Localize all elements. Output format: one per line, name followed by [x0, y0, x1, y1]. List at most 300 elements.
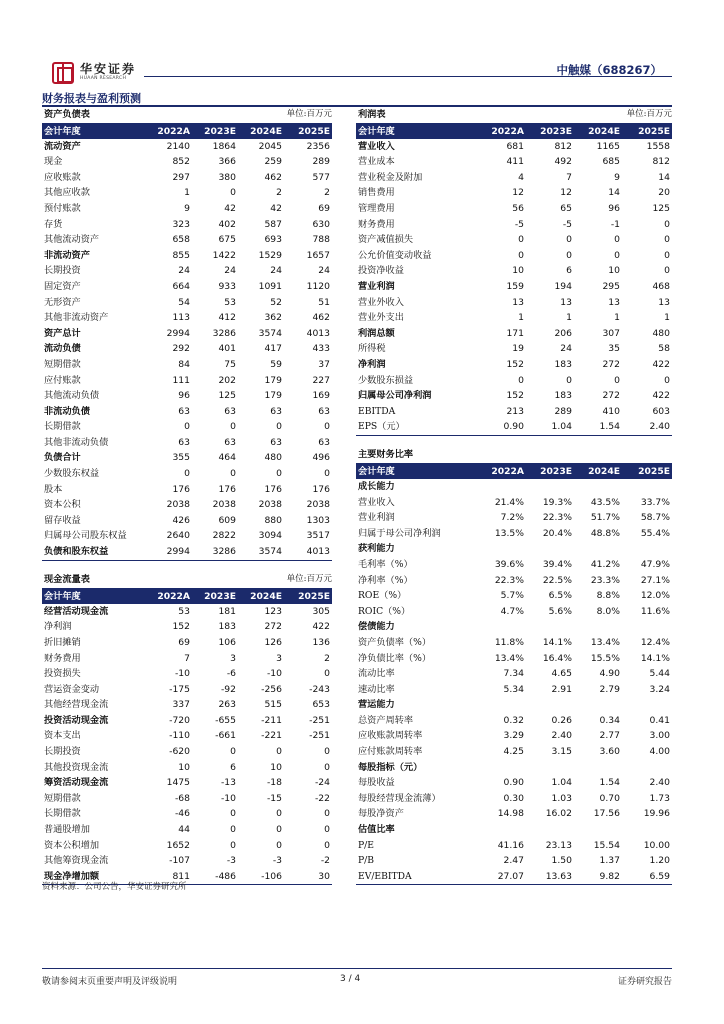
ratios-row [356, 573, 672, 589]
balance-sheet-cell: 496 [312, 452, 330, 464]
cash-flow-cell: -22 [314, 792, 330, 804]
income-statement-cell: 0 [566, 249, 572, 261]
cash-flow-cell: -251 [309, 714, 330, 726]
ratios-cell: 4.00 [649, 746, 670, 758]
ratios-row-label: 速动比率 [358, 683, 395, 695]
cash-flow-cell: -3 [272, 855, 282, 867]
cash-flow-row [42, 604, 332, 620]
ratios-column-header: 2024E [574, 463, 622, 479]
ratios-cell [526, 541, 574, 557]
income-statement-cell: -1 [610, 218, 620, 230]
balance-sheet-cell: 664 [172, 280, 190, 292]
balance-sheet-cell: 0 [230, 421, 236, 433]
income-statement-cell: 14 [658, 171, 670, 183]
income-statement-cell: 1 [566, 312, 572, 324]
ratios-cell: 55.4% [640, 527, 670, 539]
income-statement-row-label: 营业外支出 [358, 312, 404, 324]
cash-flow-cell: 0 [324, 746, 330, 758]
cash-flow-cell: -655 [215, 714, 236, 726]
income-statement-row [356, 419, 672, 435]
cash-flow-cell: 10 [270, 761, 282, 773]
balance-sheet-row-label: 其他非流动负债 [44, 436, 109, 448]
page-header [36, 56, 672, 86]
income-statement-cell: 213 [506, 405, 524, 417]
income-statement-cell: 35 [608, 343, 620, 355]
income-statement-cell: 194 [554, 280, 572, 292]
balance-sheet-cell: 577 [312, 171, 330, 183]
cash-flow-cell: 422 [312, 621, 330, 633]
cash-flow-cell: -3 [226, 855, 236, 867]
cash-flow-cell: -251 [309, 730, 330, 742]
income-statement-cell: 20 [658, 187, 670, 199]
balance-sheet-row-label: 资本公积 [44, 499, 81, 511]
cash-flow-cell: 0 [230, 746, 236, 758]
balance-sheet-row-label: 非流动负债 [44, 405, 90, 417]
ratios-cell [622, 760, 672, 776]
ratios-cell: 19.3% [542, 496, 572, 508]
balance-sheet-cell: 933 [218, 280, 236, 292]
cash-flow-cell: 106 [218, 636, 236, 648]
balance-sheet-cell: 0 [324, 421, 330, 433]
balance-sheet-header-row [42, 123, 332, 139]
income-statement-row-label: 公允价值变动收益 [358, 249, 432, 261]
income-statement-row [356, 295, 672, 311]
ratios-row-label: 净利率（%） [358, 574, 413, 586]
income-statement-cell: 183 [554, 390, 572, 402]
balance-sheet-cell: 176 [312, 483, 330, 495]
balance-sheet-cell: 362 [264, 312, 282, 324]
ratios-cell: 2.91 [551, 683, 572, 695]
cash-flow-cell: -256 [261, 683, 282, 695]
income-statement-row-label: 所得税 [358, 343, 386, 355]
cash-flow-row-label: 筹资活动现金流 [44, 777, 109, 789]
ratios-cell: 14.98 [497, 808, 524, 820]
balance-sheet-row-label: 资产总计 [44, 327, 81, 339]
cash-flow-cell: 0 [230, 824, 236, 836]
cash-flow-cell: -106 [238, 869, 284, 885]
balance-sheet-row-label: 非流动资产 [44, 249, 90, 261]
income-statement-cell: 307 [602, 327, 620, 339]
income-statement-cell: 1558 [646, 140, 670, 152]
income-statement-row-label: 营业收入 [358, 140, 395, 152]
balance-sheet-cell: 2 [276, 187, 282, 199]
balance-sheet-cell: 75 [224, 358, 236, 370]
balance-sheet-row [42, 170, 332, 186]
income-statement-cell: 0 [518, 234, 524, 246]
ratios-cell: 8.0% [596, 605, 620, 617]
cash-flow-cell: 10 [178, 761, 190, 773]
cash-flow-row [42, 822, 332, 838]
balance-sheet-cell: 855 [172, 249, 190, 261]
balance-sheet-cell: 323 [172, 218, 190, 230]
income-statement-cell: 65 [560, 202, 572, 214]
income-statement-header-row [356, 123, 672, 139]
cash-flow-cell: 305 [312, 605, 330, 617]
balance-sheet-cell: 179 [264, 374, 282, 386]
balance-sheet-cell: 297 [172, 171, 190, 183]
income-statement-cell: 272 [602, 358, 620, 370]
balance-sheet-row-label: 长期投资 [44, 265, 81, 277]
balance-sheet-cell: 401 [218, 343, 236, 355]
cash-flow-row-label: 长期投资 [44, 746, 81, 758]
ratios-row [356, 666, 672, 682]
balance-sheet-cell: 4013 [306, 327, 330, 339]
balance-sheet-cell: 2038 [306, 499, 330, 511]
balance-sheet-row [42, 544, 332, 560]
ratios-cell [574, 760, 622, 776]
cash-flow-cell: 152 [172, 621, 190, 633]
cash-flow-cell: 653 [312, 699, 330, 711]
balance-sheet-cell: 587 [264, 218, 282, 230]
balance-sheet-row [42, 450, 332, 466]
balance-sheet-row-label: 其他流动负债 [44, 390, 100, 402]
cash-flow-row [42, 635, 332, 651]
cash-flow-cell: -68 [174, 792, 190, 804]
income-statement-cell: 0 [664, 374, 670, 386]
balance-sheet-cell: 84 [178, 358, 190, 370]
ratios-row-label: 每股指标（元） [358, 761, 423, 773]
ratios-cell: 3.15 [551, 746, 572, 758]
balance-sheet-cell: 2994 [146, 544, 192, 560]
income-statement-cell: 0 [664, 218, 670, 230]
ratios-cell: 2.77 [599, 730, 620, 742]
ratios-cell [478, 822, 526, 838]
ratios-row [356, 541, 672, 557]
income-statement-row [356, 201, 672, 217]
ratios-cell [622, 479, 672, 495]
balance-sheet-cell: 788 [312, 234, 330, 246]
ratios-row [356, 728, 672, 744]
balance-sheet-row-label: 存货 [44, 218, 63, 230]
ratios-row-label: 营业利润 [358, 512, 395, 524]
income-statement-cell: -5 [514, 218, 524, 230]
cash-flow-cell: 0 [324, 824, 330, 836]
balance-sheet-row [42, 419, 332, 435]
cash-flow-cell: -46 [174, 808, 190, 820]
cash-flow-row-label: 其他经营现金流 [44, 699, 109, 711]
income-statement-cell: 295 [602, 280, 620, 292]
balance-sheet-cell: 54 [178, 296, 190, 308]
footer-divider [42, 968, 672, 969]
income-statement-cell: 0 [664, 265, 670, 277]
ratios-cell: 10.00 [643, 839, 670, 851]
balance-sheet-cell: 0 [184, 468, 190, 480]
income-statement-cell: 12 [560, 187, 572, 199]
cash-flow-row [42, 838, 332, 854]
ratios-cell: 6.59 [622, 869, 672, 885]
balance-sheet-cell: 63 [178, 405, 190, 417]
ratios-row [356, 775, 672, 791]
ratios-cell: 5.7% [500, 590, 524, 602]
cash-flow-row [42, 791, 332, 807]
cash-flow-cell: 0 [230, 808, 236, 820]
balance-sheet-row [42, 263, 332, 279]
balance-sheet-cell: 289 [312, 156, 330, 168]
ratios-cell: 0.41 [649, 714, 670, 726]
ratios-row-label: 净负债比率（%） [358, 652, 432, 664]
income-statement-cell: 13 [560, 296, 572, 308]
cash-flow-row-label: 经营活动现金流 [44, 605, 109, 617]
balance-sheet-cell: 2994 [166, 327, 190, 339]
income-statement-cell: 1165 [596, 140, 620, 152]
balance-sheet-cell: 880 [264, 514, 282, 526]
cash-flow-cell: -486 [192, 869, 238, 885]
ratios-row [356, 838, 672, 854]
ratios-cell: 39.6% [494, 558, 524, 570]
income-statement-cell: 492 [554, 156, 572, 168]
balance-sheet-cell: 0 [276, 421, 282, 433]
balance-sheet-cell: 0 [324, 468, 330, 480]
income-statement-cell: 0 [518, 374, 524, 386]
cash-flow-cell: -720 [169, 714, 190, 726]
balance-sheet-cell: 693 [264, 234, 282, 246]
ratios-row [356, 588, 672, 604]
ratios-row-label: 总资产周转率 [358, 714, 414, 726]
ratios-cell: 8.8% [596, 590, 620, 602]
balance-sheet-row-label: 其他应收款 [44, 187, 90, 199]
income-statement-cell: 0 [614, 249, 620, 261]
balance-sheet-cell: 3286 [212, 327, 236, 339]
income-statement-cell: -5 [562, 218, 572, 230]
balance-sheet-cell: 433 [312, 343, 330, 355]
income-statement-row [356, 404, 672, 420]
logo-subtext: HUAAN RESEARCH [80, 76, 127, 81]
balance-sheet-row [42, 248, 332, 264]
cash-flow-column-header: 2023E [192, 588, 238, 604]
cash-flow-row [42, 744, 332, 760]
ratios-cell: 13.63 [526, 869, 574, 885]
cash-flow-cell: 337 [172, 699, 190, 711]
ratios-row [356, 713, 672, 729]
cash-flow-cell: 126 [264, 636, 282, 648]
cash-flow-cell: 30 [284, 869, 332, 885]
ratios-cell: 3.60 [599, 746, 620, 758]
cash-flow-row [42, 775, 332, 791]
balance-sheet-cell: 63 [224, 436, 236, 448]
cash-flow-cell: 53 [178, 605, 190, 617]
cash-flow-cell: -110 [169, 730, 190, 742]
income-statement-row [356, 341, 672, 357]
balance-sheet-cell: 63 [224, 405, 236, 417]
ratios-cell: 2.40 [551, 730, 572, 742]
ratios-row-label: 营运能力 [358, 699, 395, 711]
income-statement-cell: 6 [566, 265, 572, 277]
ratios-cell: 12.0% [640, 590, 670, 602]
balance-sheet-cell: 176 [218, 483, 236, 495]
income-statement-row [356, 217, 672, 233]
balance-sheet-row-label: 负债合计 [44, 452, 81, 464]
ratios-row [356, 651, 672, 667]
balance-sheet-cell: 202 [218, 374, 236, 386]
income-statement-cell: 19 [512, 343, 524, 355]
cash-flow-cell: 0 [230, 839, 236, 851]
cash-flow-row [42, 853, 332, 869]
balance-sheet-cell: 366 [218, 156, 236, 168]
balance-sheet-cell: 63 [270, 436, 282, 448]
income-statement-cell: 171 [506, 327, 524, 339]
balance-sheet-cell: 3286 [192, 544, 238, 560]
income-statement-cell: 152 [506, 358, 524, 370]
ratios-row [356, 697, 672, 713]
income-statement-row-label: 营业外收入 [358, 296, 404, 308]
income-statement-cell: 0 [664, 234, 670, 246]
ratios-cell: 0.70 [599, 792, 620, 804]
balance-sheet-row [42, 326, 332, 342]
income-statement-cell: 24 [560, 343, 572, 355]
ratios-cell [622, 697, 672, 713]
cash-flow-cell: -243 [309, 683, 330, 695]
cash-flow-row [42, 728, 332, 744]
cash-flow-row-label: 折旧摊销 [44, 636, 81, 648]
balance-sheet-column-header: 2024E [238, 123, 284, 139]
income-statement-cell: 13 [658, 296, 670, 308]
income-statement-cell: 1 [518, 312, 524, 324]
cash-flow-cell: 1652 [166, 839, 190, 851]
cash-flow-row-label: 其他筹资现金流 [44, 855, 109, 867]
balance-sheet-cell: 125 [218, 390, 236, 402]
ratios-cell: 22.3% [542, 512, 572, 524]
ratios-row-label: ROE（%） [358, 590, 407, 602]
cash-flow-row-label: 其他投资现金流 [44, 761, 109, 773]
balance-sheet-cell: 2045 [258, 140, 282, 152]
ratios-cell: 11.8% [494, 636, 524, 648]
income-statement-cell: 0 [614, 234, 620, 246]
ratios-row-label: 偿债能力 [358, 621, 395, 633]
balance-sheet-row [42, 279, 332, 295]
ratios-cell: 11.6% [640, 605, 670, 617]
cash-flow-cell: 272 [264, 621, 282, 633]
balance-sheet-cell: 412 [218, 312, 236, 324]
balance-sheet-cell: 2 [324, 187, 330, 199]
income-statement-row-label: 营业成本 [358, 156, 395, 168]
balance-sheet-row [42, 154, 332, 170]
income-statement-cell: 0 [664, 249, 670, 261]
cash-flow-cell: 1475 [166, 777, 190, 789]
cash-flow-cell: -6 [226, 668, 236, 680]
balance-sheet-cell: 63 [318, 436, 330, 448]
ratios-header-row [356, 463, 672, 479]
cash-flow-row [42, 619, 332, 635]
cash-flow-cell: 0 [276, 824, 282, 836]
income-statement-cell: 0.90 [478, 419, 526, 435]
balance-sheet-cell: 96 [178, 390, 190, 402]
ratios-cell [478, 760, 526, 776]
ratios-row [356, 853, 672, 869]
balance-sheet-cell: 9 [184, 202, 190, 214]
ratios-cell: 41.16 [497, 839, 524, 851]
cash-flow-unit: 单位:百万元 [192, 572, 332, 588]
income-statement-cell: 14 [608, 187, 620, 199]
ratios-cell: 22.3% [494, 574, 524, 586]
ratios-cell: 16.4% [542, 652, 572, 664]
balance-sheet-cell: 42 [270, 202, 282, 214]
income-statement-cell: 0 [566, 234, 572, 246]
ratios-cell [526, 697, 574, 713]
income-statement-row [356, 232, 672, 248]
income-statement-column-header: 2025E [622, 123, 672, 139]
balance-sheet-row-label: 股本 [44, 483, 63, 495]
cash-flow-row-label: 营运资金变动 [44, 683, 100, 695]
balance-sheet-column-header: 2022A [146, 123, 192, 139]
cash-flow-title: 现金流量表 [42, 572, 192, 588]
cash-flow-cell: -221 [261, 730, 282, 742]
balance-sheet-cell: 24 [318, 265, 330, 277]
income-statement-cell: 125 [652, 202, 670, 214]
income-statement-unit: 单位:百万元 [526, 107, 672, 123]
ratios-cell [526, 619, 574, 635]
cash-flow-cell: 263 [218, 699, 236, 711]
ratios-row [356, 806, 672, 822]
income-statement-cell: 0 [614, 374, 620, 386]
ratios-row-label: ROIC（%） [358, 605, 411, 617]
ratios-cell: 1.20 [649, 855, 670, 867]
balance-sheet-row [42, 201, 332, 217]
balance-sheet-row-label: 预付账款 [44, 202, 81, 214]
cash-flow-cell: 0 [276, 746, 282, 758]
cash-flow-row-label: 净利润 [44, 621, 72, 633]
cash-flow-cell: 0 [324, 761, 330, 773]
ratios-cell [574, 541, 622, 557]
balance-sheet-row [42, 185, 332, 201]
cash-flow-caption [42, 572, 332, 588]
ratios-row-label: 估值比率 [358, 824, 395, 836]
balance-sheet-row-label: 其他非流动资产 [44, 312, 109, 324]
income-statement-column-header: 2024E [574, 123, 622, 139]
income-statement-title: 利润表 [356, 107, 526, 123]
income-statement-cell: 812 [652, 156, 670, 168]
balance-sheet-cell: 63 [270, 405, 282, 417]
balance-sheet-cell: 3517 [306, 530, 330, 542]
left-financial-tables [42, 107, 332, 885]
balance-sheet-row-label: 其他流动资产 [44, 234, 100, 246]
cash-flow-cell: -620 [169, 746, 190, 758]
cash-flow-cell: -211 [261, 714, 282, 726]
ratios-cell: 5.34 [503, 683, 524, 695]
income-statement-row [356, 310, 672, 326]
balance-sheet-cell: 464 [218, 452, 236, 464]
cash-flow-row [42, 760, 332, 776]
ratios-column-header: 2022A [478, 463, 526, 479]
cash-flow-row [42, 666, 332, 682]
cash-flow-cell: -175 [169, 683, 190, 695]
balance-sheet-cell: 1 [184, 187, 190, 199]
balance-sheet-cell: 52 [270, 296, 282, 308]
cash-flow-cell: 515 [264, 699, 282, 711]
balance-sheet-row [42, 482, 332, 498]
income-statement-cell: 7 [566, 171, 572, 183]
ratios-cell: 21.4% [494, 496, 524, 508]
ratios-cell: 58.7% [640, 512, 670, 524]
balance-sheet-row-label: 流动负债 [44, 343, 81, 355]
ratios-row-label: EV/EBITDA [356, 869, 478, 885]
ratios-cell: 41.2% [590, 558, 620, 570]
balance-sheet-cell: 2038 [166, 499, 190, 511]
income-statement-cell: 603 [652, 405, 670, 417]
income-statement-row-label: 净利润 [358, 358, 386, 370]
balance-sheet-cell: 51 [318, 296, 330, 308]
table-spacer [42, 560, 332, 572]
cash-flow-row-label: 投资损失 [44, 668, 81, 680]
income-statement-cell: 10 [608, 265, 620, 277]
ratios-row-label: 每股收益 [358, 777, 395, 789]
cash-flow-cell: 811 [146, 869, 192, 885]
ratios-cell: 4.65 [551, 668, 572, 680]
cash-flow-cell: -10 [174, 668, 190, 680]
cash-flow-cell: 0 [276, 808, 282, 820]
ratios-cell: 1.50 [551, 855, 572, 867]
balance-sheet-cell: 4013 [284, 544, 332, 560]
balance-sheet-row-label: 短期借款 [44, 358, 81, 370]
